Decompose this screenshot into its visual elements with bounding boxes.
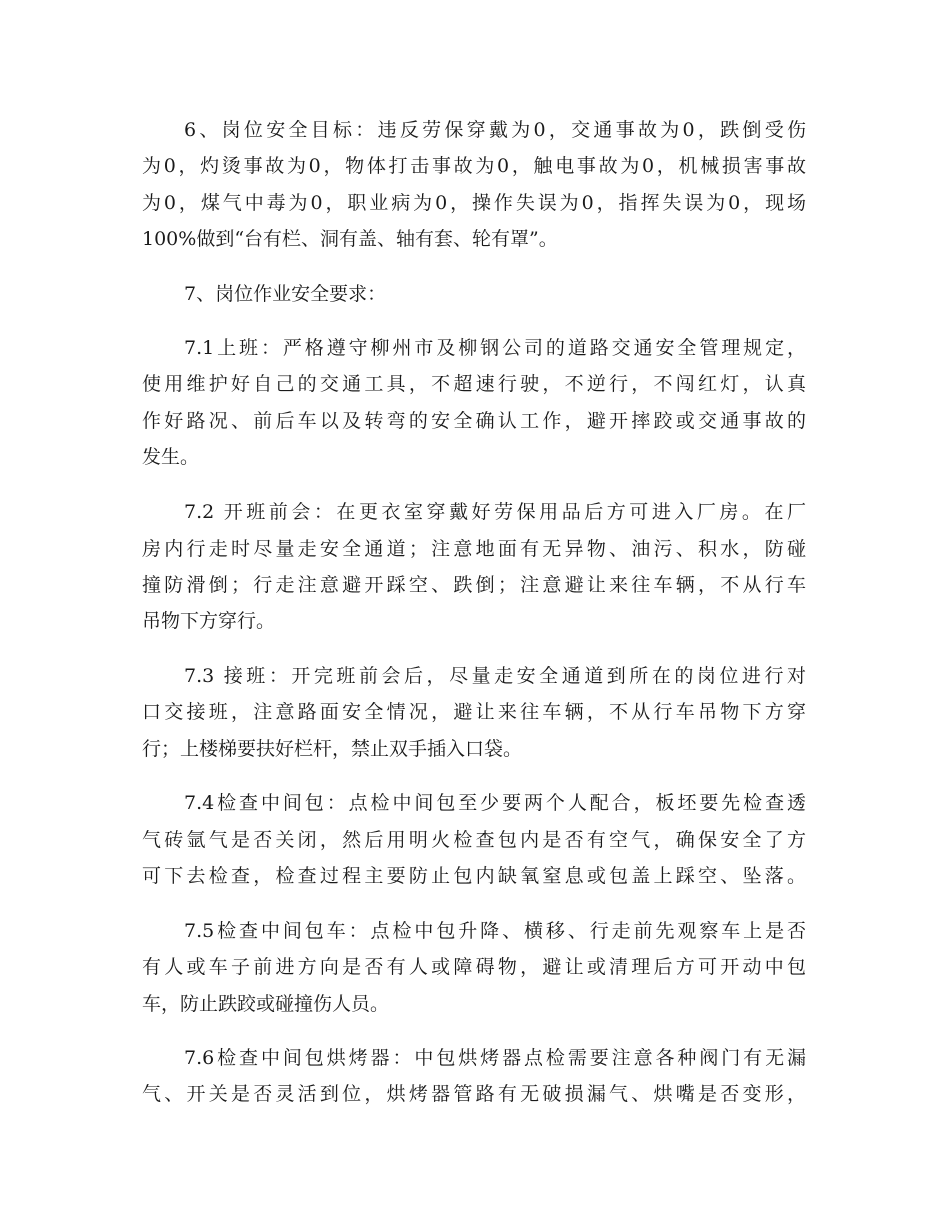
paragraph-line: 使用维护好自己的交通工具，不超速行驶，不逆行，不闯红灯，认真 xyxy=(142,373,806,395)
paragraph-line: 7.3 接班：开完班前会后，尽量走安全通道到所在的岗位进行对 xyxy=(184,665,806,687)
paragraph-line: 吊物下方穿行。 xyxy=(142,610,276,632)
paragraph-line: 6、岗位安全目标：违反劳保穿戴为0，交通事故为0，跌倒受伤 xyxy=(184,119,806,141)
paragraph-line: 7.4检查中间包：点检中间包至少要两个人配合，板坯要先检查透 xyxy=(184,792,806,814)
paragraph-line: 车，防止跌跤或碰撞伤人员。 xyxy=(142,993,390,1015)
paragraph-line: 有人或车子前进方向是否有人或障碍物，避让或清理后方可开动中包 xyxy=(142,956,806,978)
paragraph-line: 作好路况、前后车以及转弯的安全确认工作，避开摔跤或交通事故的 xyxy=(142,410,806,432)
paragraph-line: 气、开关是否灵活到位，烘烤器管路有无破损漏气、烘嘴是否变形， xyxy=(142,1083,806,1105)
paragraph-line: 房内行走时尽量走安全通道；注意地面有无异物、油污、积水，防碰 xyxy=(142,538,806,560)
paragraph-line: 撞防滑倒；行走注意避开踩空、跌倒；注意避让来往车辆，不从行车 xyxy=(142,574,806,596)
paragraph-line: 为0，灼烫事故为0，物体打击事故为0，触电事故为0，机械损害事故 xyxy=(142,155,806,177)
paragraph-line: 可下去检查，检查过程主要防止包内缺氧窒息或包盖上踩空、坠落。 xyxy=(142,865,806,887)
paragraph-line: 7.1上班：严格遵守柳州市及柳钢公司的道路交通安全管理规定， xyxy=(184,337,806,359)
paragraph-line: 口交接班，注意路面安全情况，避让来往车辆，不从行车吊物下方穿 xyxy=(142,701,806,723)
paragraph-line: 行；上楼梯要扶好栏杆，禁止双手插入口袋。 xyxy=(142,738,523,760)
paragraph-line: 气砖氩气是否关闭，然后用明火检查包内是否有空气，确保安全了方 xyxy=(142,829,806,851)
paragraph-line: 7.6检查中间包烘烤器：中包烘烤器点检需要注意各种阀门有无漏 xyxy=(184,1047,806,1069)
paragraph-line: 100%做到“台有栏、洞有盖、轴有套、轮有罩”。 xyxy=(142,228,558,250)
paragraph-line: 为0，煤气中毒为0，职业病为0，操作失误为0，指挥失误为0，现场 xyxy=(142,192,806,214)
paragraph-line: 发生。 xyxy=(142,446,200,468)
section-heading: 7、岗位作业安全要求： xyxy=(184,283,387,305)
paragraph-line: 7.5检查中间包车：点检中包升降、横移、行走前先观察车上是否 xyxy=(184,920,806,942)
paragraph-line: 7.2 开班前会：在更衣室穿戴好劳保用品后方可进入厂房。在厂 xyxy=(184,501,806,523)
